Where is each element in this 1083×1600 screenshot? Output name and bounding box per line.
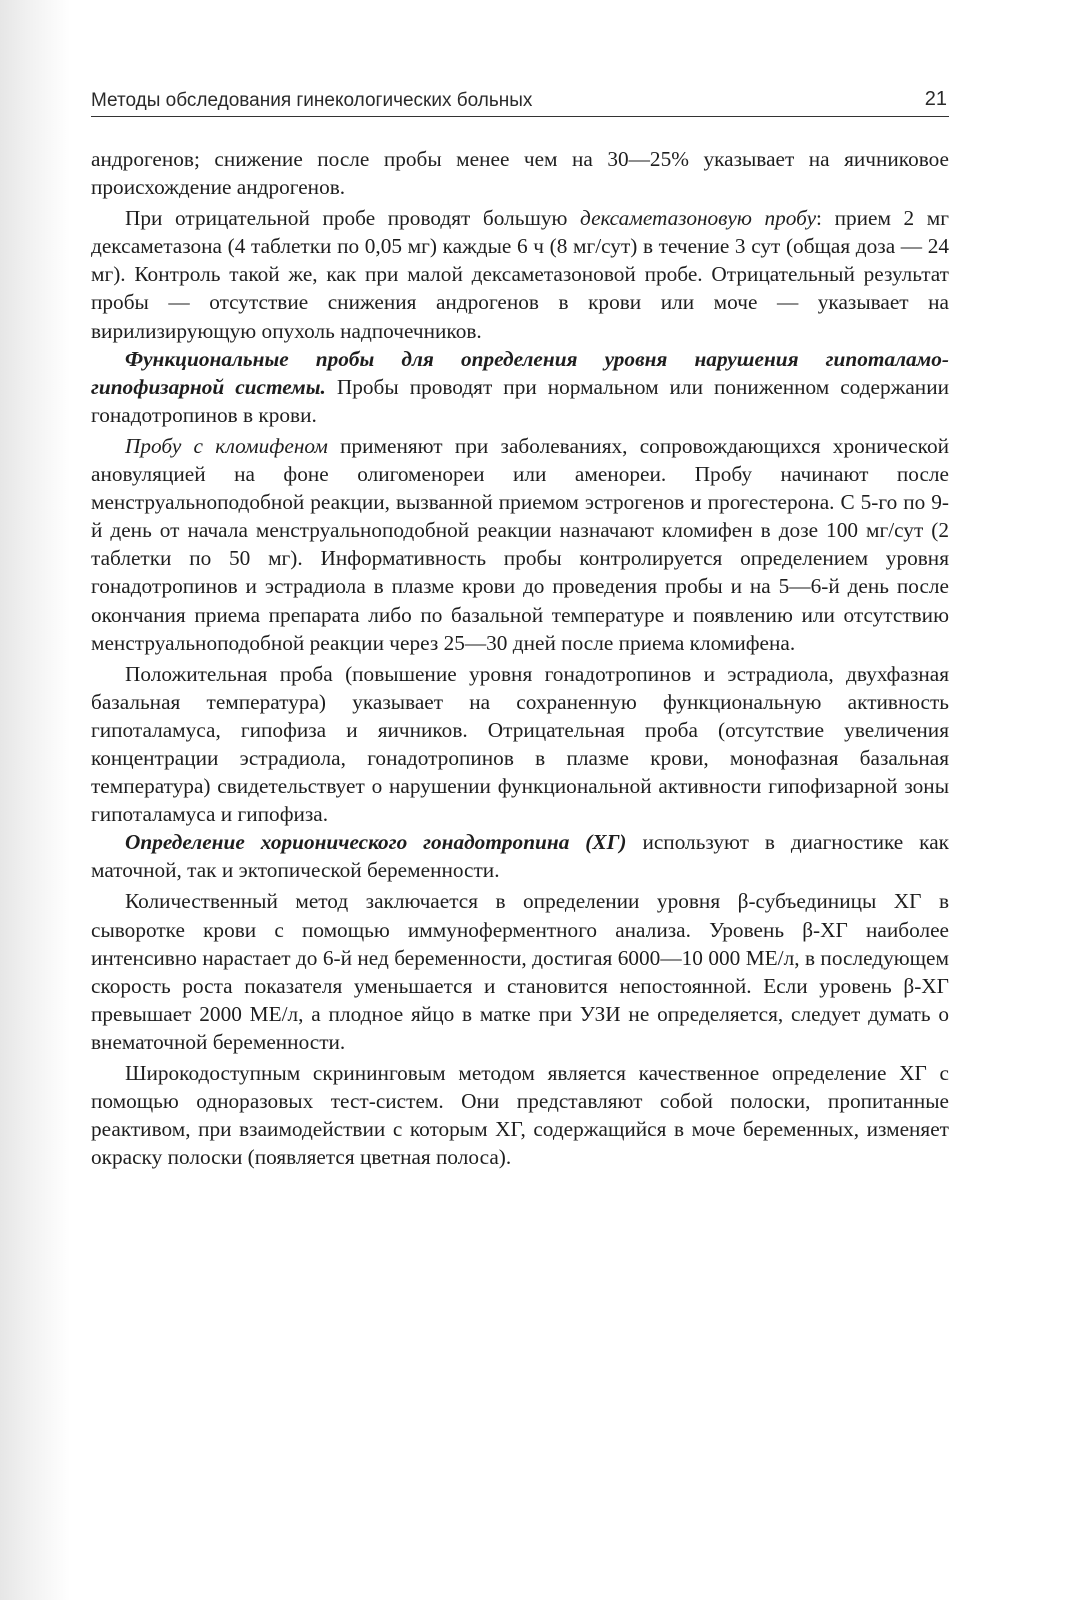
paragraph-text: Широкодоступным скрининговым методом является качественное определение ХГ с помощью одноразовых тест-систем. Они представляют собой полоски, пропитанные реактивом, при взаимодействии с которым ХГ, содержащийся в моче беременных, изменяет окраску полоски (появляется цветная полоса). — [91, 1061, 949, 1170]
italic-term: дексаметазоновую пробу — [580, 206, 817, 231]
page-number: 21 — [924, 88, 947, 110]
paragraph-large-dexamethasone-test — [91, 204, 949, 344]
chapter-title: Методы обследования гинекологических больных — [91, 90, 533, 111]
bold-italic-heading: Функциональные пробы для определения уровня нарушения гипоталамо-гипофизарной системы. — [91, 346, 949, 399]
paragraph-hcg-definition — [91, 828, 949, 884]
italic-term: Пробу с кломифеном — [125, 433, 328, 458]
running-header — [91, 88, 949, 117]
paragraph-screening-method — [91, 1059, 949, 1171]
body-text — [91, 145, 949, 1171]
paragraph-text: Положительная проба (повышение уровня гонадотропинов и эстрадиола, двухфазная базальная температура) указывает на сохраненную функциональную активность гипоталамуса, гипофиза и яичников. Отрицательная проба (отсутствие увеличения концентрации эстрадиола, гонадотропинов в плазме крови, монофазная базальная температура) свидетельствует о нарушении функциональной активности гипофизарной зоны гипоталамуса и гипофиза. — [91, 661, 949, 827]
paragraph-continuation — [91, 145, 949, 201]
paragraph-functional-tests — [91, 345, 949, 429]
paragraph-text: используют в диагностике как маточной, так и эктопической беременности. — [91, 830, 950, 883]
paragraph-test-results — [91, 660, 949, 829]
paragraph-text: Пробы проводят при нормальном или пониженном содержании гонадотропинов в крови. — [91, 374, 950, 427]
paragraph-text: При отрицательной пробе проводят большую — [125, 206, 581, 231]
paragraph-text: Количественный метод заключается в определении уровня β-субъединицы ХГ в сыворотке крови с помощью иммуноферментного анализа. Уровень β-ХГ наиболее интенсивно нарастает до 6-й нед беременности, достигая 6000—10 000 МЕ/л, в последующем скорость роста показателя уменьшается и становится непостоянной. Если уровень β-ХГ превышает 2000 МЕ/л, а плодное яйцо в матке при УЗИ не определяется, следует думать о внематочной беременности. — [91, 889, 949, 1054]
paragraph-clomiphene-test — [91, 432, 949, 657]
paragraph-text: применяют при заболеваниях, сопровождающихся хронической ановуляцией на фоне олигоменореи или аменореи. Пробу начинают после менструальноподобной реакции, вызванной приемом эстрогенов и прогестерона. С 5-го по 9-й день от начала менструальноподобной реакции назначают кломифен в дозе 100 мг/сут (2 таблетки по 50 мг). Информативность пробы контролируется определением уровня гонадотропинов и эстрадиола в плазме крови до проведения пробы и на 5—6-й день после окончания приема препарата либо по базальной температуре и появлению или отсутствию менструальноподобной реакции через 25—30 дней после приема кломифена. — [91, 433, 949, 655]
paragraph-text: : прием 2 мг дексаметазона (4 таблетки по 0,05 мг) каждые 6 ч (8 мг/сут) в течение 3 сут (общая доза — 24 мг). Контроль такой же, как при малой дексаметазоновой пробе. Отрицательный результат пробы — отсутствие снижения андрогенов в крови или моче — указывает на вирилизирующую опухоль надпочечников. — [91, 206, 950, 343]
bold-italic-heading: Определение хорионического гонадотропина (ХГ) — [125, 830, 627, 855]
paragraph-quantitative-method — [91, 887, 949, 1056]
paragraph-text: андрогенов; снижение после пробы менее чем на 30—25% указывает на яичниковое происхождение андрогенов. — [91, 147, 949, 200]
